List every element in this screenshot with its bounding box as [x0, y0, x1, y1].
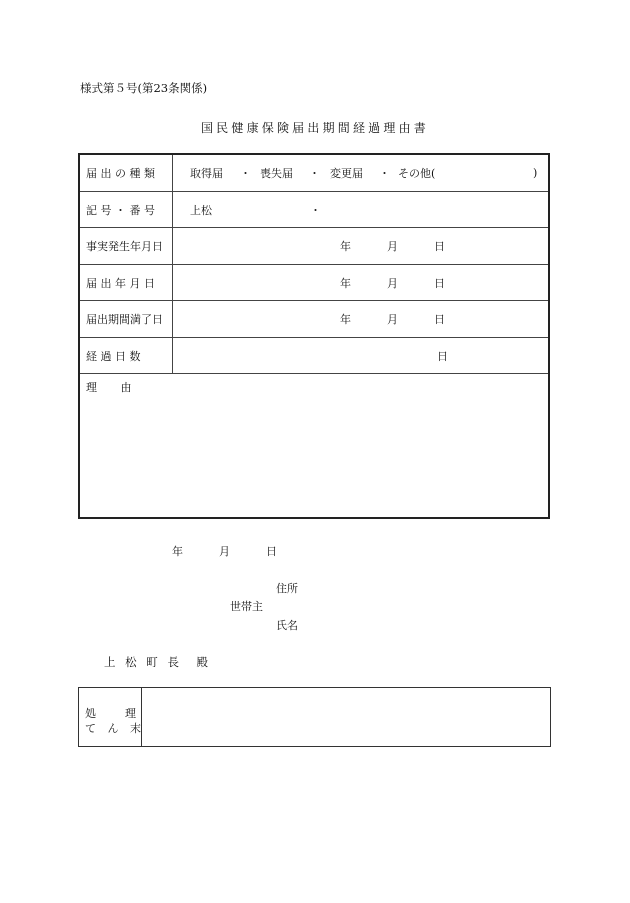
option-separator: ・	[379, 167, 390, 180]
month-unit: 月	[387, 276, 398, 290]
processing-label-1b: 理	[125, 707, 136, 720]
submission-day-unit: 日	[266, 545, 277, 558]
symbol-value[interactable]: 上松	[190, 203, 212, 217]
option-separator: ・	[309, 167, 320, 180]
row-symbol-number	[80, 192, 548, 228]
row-notification-type	[80, 155, 548, 192]
option-loss[interactable]: 喪失届	[260, 167, 293, 180]
option-other-close: )	[533, 166, 538, 180]
year-unit: 年	[340, 240, 351, 253]
document-title: 国民健康保険届出期間経過理由書	[200, 121, 429, 135]
year-unit: 年	[340, 276, 351, 290]
option-change[interactable]: 変更届	[330, 167, 363, 180]
processing-label-cell	[79, 688, 145, 746]
day-unit: 日	[437, 349, 448, 363]
symbol-number-label: 記 号 ・ 番 号	[80, 192, 173, 227]
submission-month-unit: 月	[219, 545, 230, 558]
month-unit: 月	[387, 240, 398, 253]
row-elapsed-days	[80, 338, 548, 374]
row-expiry-date	[80, 301, 548, 338]
reason-label: 理 由	[86, 381, 142, 394]
day-unit: 日	[434, 240, 445, 253]
reason-area[interactable]	[80, 374, 548, 517]
option-other[interactable]: その他(	[398, 167, 436, 180]
processing-content[interactable]	[142, 688, 550, 746]
elapsed-days-label: 経 過 日 数	[80, 338, 173, 373]
form-number: 様式第５号(第23条関係)	[80, 81, 208, 95]
month-unit: 月	[387, 313, 398, 326]
occurrence-date-label: 事実発生年月日	[80, 228, 173, 264]
year-unit: 年	[340, 313, 351, 326]
row-filing-date	[80, 265, 548, 301]
filing-date-label: 届 出 年 月 日	[80, 265, 173, 300]
day-unit: 日	[434, 276, 445, 290]
submission-year-unit: 年	[172, 545, 183, 558]
day-unit: 日	[434, 313, 445, 326]
processing-table	[78, 687, 551, 747]
option-acquisition[interactable]: 取得届	[190, 167, 223, 180]
row-occurrence-date	[80, 228, 548, 265]
name-label: 氏名	[276, 619, 298, 632]
option-separator: ・	[240, 167, 251, 180]
addressee: 上 松 町 長 殿	[104, 655, 211, 669]
householder-label: 世帯主	[230, 600, 263, 613]
symbol-separator: ・	[310, 203, 321, 217]
processing-label-2: て ん 末	[85, 722, 145, 735]
expiry-date-label: 届出期間満了日	[80, 301, 173, 337]
notification-type-label: 届 出 の 種 類	[80, 155, 173, 191]
address-label: 住所	[276, 582, 298, 595]
main-form-table	[78, 153, 550, 519]
processing-label-1a: 処	[85, 707, 96, 720]
